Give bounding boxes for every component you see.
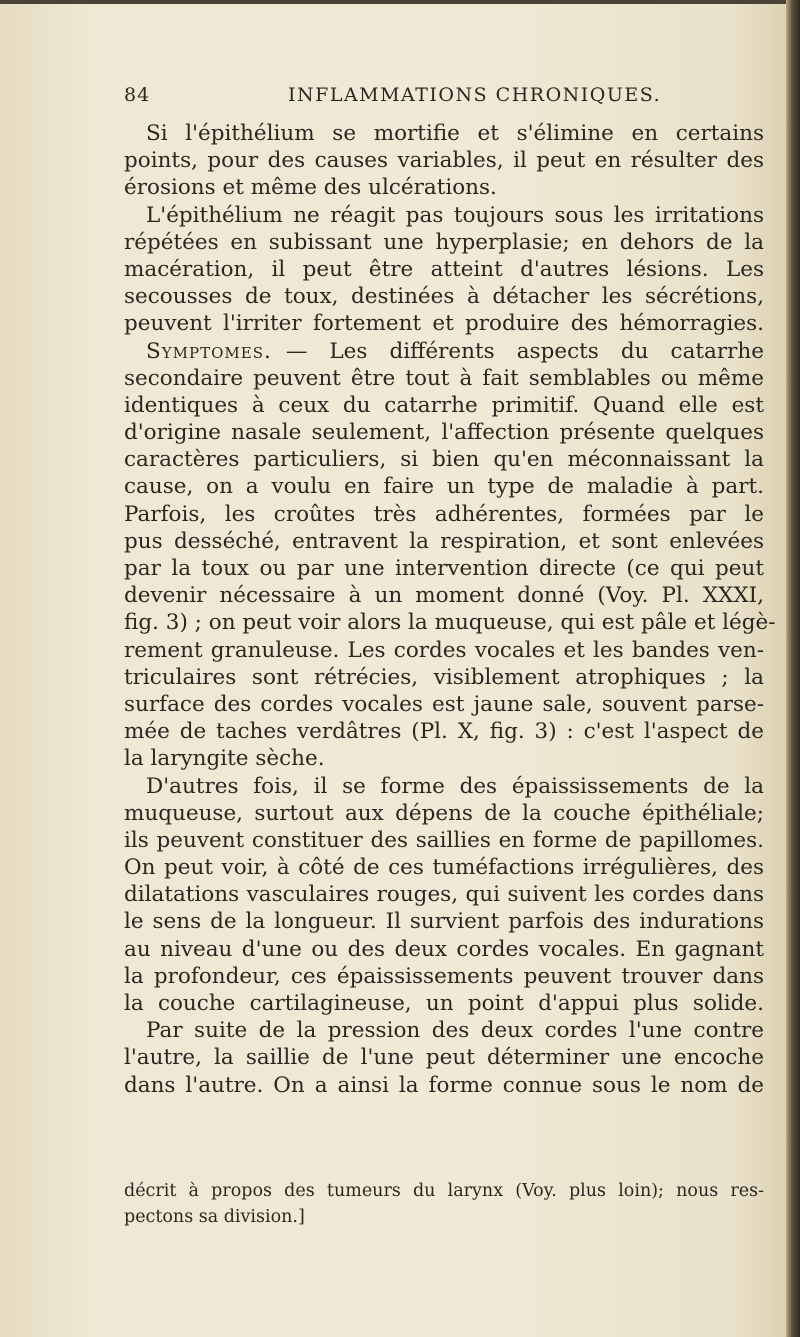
text-line-remainder: — Les différents aspects du catarrhe [285,338,764,364]
footnote-line: pectons sa division.] [124,1207,305,1227]
section-heading: Symptomes. [146,338,272,364]
text-line: la couche cartilagineuse, un point d'appui plus solide. [124,991,764,1016]
text-line: la profondeur, ces épaississements peuvent trouver dans [124,963,764,989]
text-line: l'autre, la saillie de l'une peut déterminer une encoche [124,1045,764,1071]
text-line: d'origine nasale seulement, l'affection présente quelques [124,420,764,446]
text-line: On peut voir, à côté de ces tuméfactions irrégulières, des [124,855,764,881]
text-line: secondaire peuvent être tout à fait semblables ou même [124,365,764,391]
text-line: mée de taches verdâtres (Pl. X, fig. 3) : c'est l'aspect de [124,719,764,745]
body-text [124,120,776,1099]
text-line: fig. 3) ; on peut voir alors la muqueuse, qui est pâle et légè- [124,610,776,636]
text-line: Parfois, les croûtes très adhérentes, formées par le [124,501,764,527]
text-line: Si l'épithélium se mortifie et s'élimine en certains [146,121,764,146]
text-line: devenir nécessaire à un moment donné (Voy. Pl. XXXI, [124,583,764,609]
text-line: par la toux ou par une intervention directe (ce qui peut [124,556,764,581]
text-line: triculaires sont rétrécies, visiblement atrophiques ; la [124,664,764,690]
page-number: 84 [124,84,151,106]
text-line: érosions et même des ulcérations. [124,175,497,201]
text-line: surface des cordes vocales est jaune sale, souvent parse- [124,691,764,717]
text-line: la laryngite sèche. [124,746,325,772]
text-line: Par suite de la pression des deux cordes l'une contre [146,1018,764,1044]
text-line: le sens de la longueur. Il survient parfois des indurations [124,909,764,935]
text-line: au niveau d'une ou des deux cordes vocales. En gagnant [124,936,764,962]
running-title: INFLAMMATIONS CHRONIQUES. [288,84,662,106]
text-line: caractères particuliers, si bien qu'en méconnaissant la [124,447,764,473]
text-line: pus desséché, entravent la respiration, et sont enlevées [124,528,764,554]
text-line: points, pour des causes variables, il peut en résulter des [124,148,764,174]
text-line: répétées en subissant une hyperplasie; en dehors de la [124,229,764,255]
text-line: D'autres fois, il se forme des épaississements de la [146,773,764,799]
page-top-edge [0,0,800,4]
page-binding-edge [786,0,800,1337]
text-line: dans l'autre. On a ainsi la forme connue sous le nom de [124,1072,764,1098]
text-line: macération, il peut être atteint d'autres lésions. Les [124,256,764,282]
text-line: rement granuleuse. Les cordes vocales et les bandes ven- [124,637,764,663]
text-line: ils peuvent constituer des saillies en forme de papillomes. [124,827,764,853]
text-line: L'épithélium ne réagit pas toujours sous les irritations [146,202,764,228]
footnote [124,1178,764,1230]
text-line: secousses de toux, destinées à détacher les sécrétions, [124,284,764,310]
text-line: identiques à ceux du catarrhe primitif. Quand elle est [124,392,764,418]
text-line: cause, on a voulu en faire un type de maladie à part. [124,474,764,500]
text-line: muqueuse, surtout aux dépens de la couche épithéliale; [124,800,764,826]
text-line [124,338,764,365]
text-line: peuvent l'irriter fortement et produire des hémorragies. [124,311,764,337]
text-line: dilatations vasculaires rouges, qui suivent les cordes dans [124,882,764,908]
footnote-line: décrit à propos des tumeurs du larynx (Voy. plus loin); nous res- [124,1181,764,1201]
